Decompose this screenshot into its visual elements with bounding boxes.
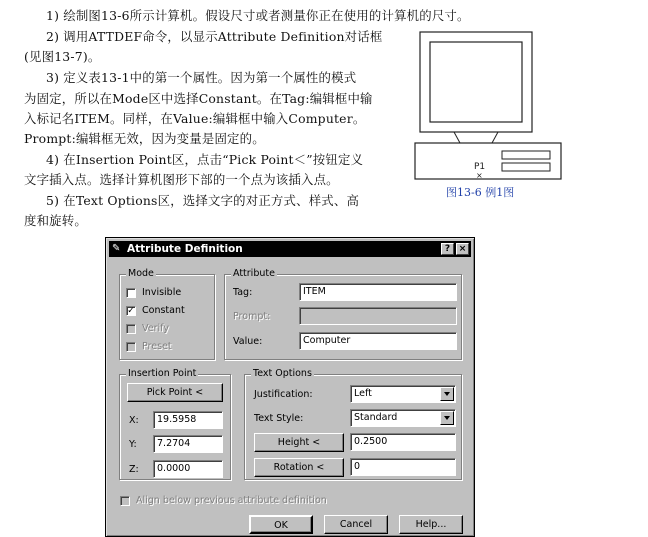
justification-label: Justification: [254,389,313,400]
insertion-point-group-label: Insertion Point [128,368,197,379]
cancel-button[interactable]: Cancel [324,515,388,534]
prompt-label: Prompt: [233,311,271,322]
point-label: P1 [474,162,486,172]
paragraph-2-line-1: 2) 调用ATTDEF命令，以显示Attribute Definition对话框 [46,29,383,44]
help-button[interactable]: Help... [399,515,463,534]
x-input[interactable]: 19.5958 [153,411,223,429]
chevron-down-icon[interactable] [440,411,454,425]
verify-checkbox[interactable] [126,322,169,335]
checkbox-checked[interactable]: ✓ [127,305,135,316]
monitor-outline [420,32,532,132]
align-below-checkbox[interactable] [120,494,327,507]
z-label: Z: [129,464,139,475]
text-options-group-label: Text Options [253,368,312,379]
tag-label: Tag: [233,287,253,298]
checkbox-box[interactable] [126,288,136,298]
text-options-group [244,368,462,480]
justification-value: Left [354,388,372,399]
value-label: Value: [233,336,263,347]
ok-button[interactable]: OK [249,515,313,534]
insertion-point-group [119,368,231,480]
y-label: Y: [129,439,137,450]
monitor-screen [430,42,522,122]
mode-group [119,268,215,360]
close-title-button[interactable]: × [456,243,469,255]
verify-label: Verify [142,323,169,334]
paragraph-5-line-2: 度和旋转。 [24,213,87,228]
value-input[interactable]: Computer [299,332,457,350]
invisible-checkbox[interactable] [126,286,181,299]
y-input[interactable]: 7.2704 [153,435,223,453]
monitor-stand [492,132,498,143]
monitor-stand [454,132,460,143]
text-style-select[interactable] [350,409,456,427]
paragraph-3-line-3: 入标记名ITEM。同样，在Value:编辑框中输入Computer。 [24,111,366,126]
tag-input[interactable]: ITEM [299,283,457,301]
pick-point-button[interactable]: Pick Point < [127,383,223,402]
text-style-value: Standard [354,412,398,423]
computer-figure [414,30,566,182]
rotation-button[interactable]: Rotation < [254,458,344,477]
dialog-app-icon: ✎ [112,243,121,254]
preset-checkbox[interactable] [126,340,172,353]
paragraph-1: 1) 绘制图13-6所示计算机。假设尺寸或者测量你正在使用的计算机的尺寸。 [46,8,470,23]
paragraph-3-line-1: 3) 定义表13-1中的第一个属性。因为第一个属性的模式 [46,70,357,85]
paragraph-3-line-2: 为固定，所以在Mode区中选择Constant。在Tag:编辑框中输 [24,91,373,106]
constant-checkbox[interactable] [126,304,185,317]
paragraph-4-line-2: 文字插入点。选择计算机图形下部的一个点为该插入点。 [24,172,339,187]
constant-label: Constant [142,305,185,316]
justification-select[interactable] [350,385,456,403]
dialog-titlebar [109,241,471,257]
help-title-button[interactable]: ? [441,243,454,255]
checkbox-box[interactable] [126,324,136,334]
paragraph-4-line-1: 4) 在Insertion Point区，点击“Pick Point＜”按钮定义 [46,152,364,167]
paragraph-5-line-1: 5) 在Text Options区，选择文字的对正方式、样式、高 [46,193,360,208]
prompt-input[interactable] [299,307,457,325]
attribute-definition-dialog [105,237,475,537]
figure-caption: 图13-6 例1图 [446,186,515,199]
height-button[interactable]: Height < [254,433,344,452]
preset-label: Preset [142,341,172,352]
attribute-group [224,268,462,360]
dialog-title: Attribute Definition [127,243,243,255]
attribute-group-label: Attribute [233,268,275,279]
invisible-label: Invisible [142,287,182,298]
height-input[interactable]: 0.2500 [350,433,456,451]
drive-slot [502,151,550,159]
insertion-point-marker: × [476,171,483,180]
checkbox-box[interactable] [126,342,136,352]
paragraph-3-line-4: Prompt:编辑框无效，因为变量是固定的。 [24,131,265,146]
chevron-down-icon[interactable] [440,387,454,401]
paragraph-2-line-2: (见图13-7)。 [24,49,101,64]
drive-slot [502,163,550,171]
computer-base-unit [415,143,561,179]
align-below-label: Align below previous attribute definition [136,495,327,506]
x-label: X: [129,415,139,426]
text-style-label: Text Style: [254,413,304,424]
mode-group-label: Mode [128,268,154,279]
z-input[interactable]: 0.0000 [153,460,223,478]
checkbox-box[interactable] [120,496,130,506]
rotation-input[interactable]: 0 [350,458,456,476]
